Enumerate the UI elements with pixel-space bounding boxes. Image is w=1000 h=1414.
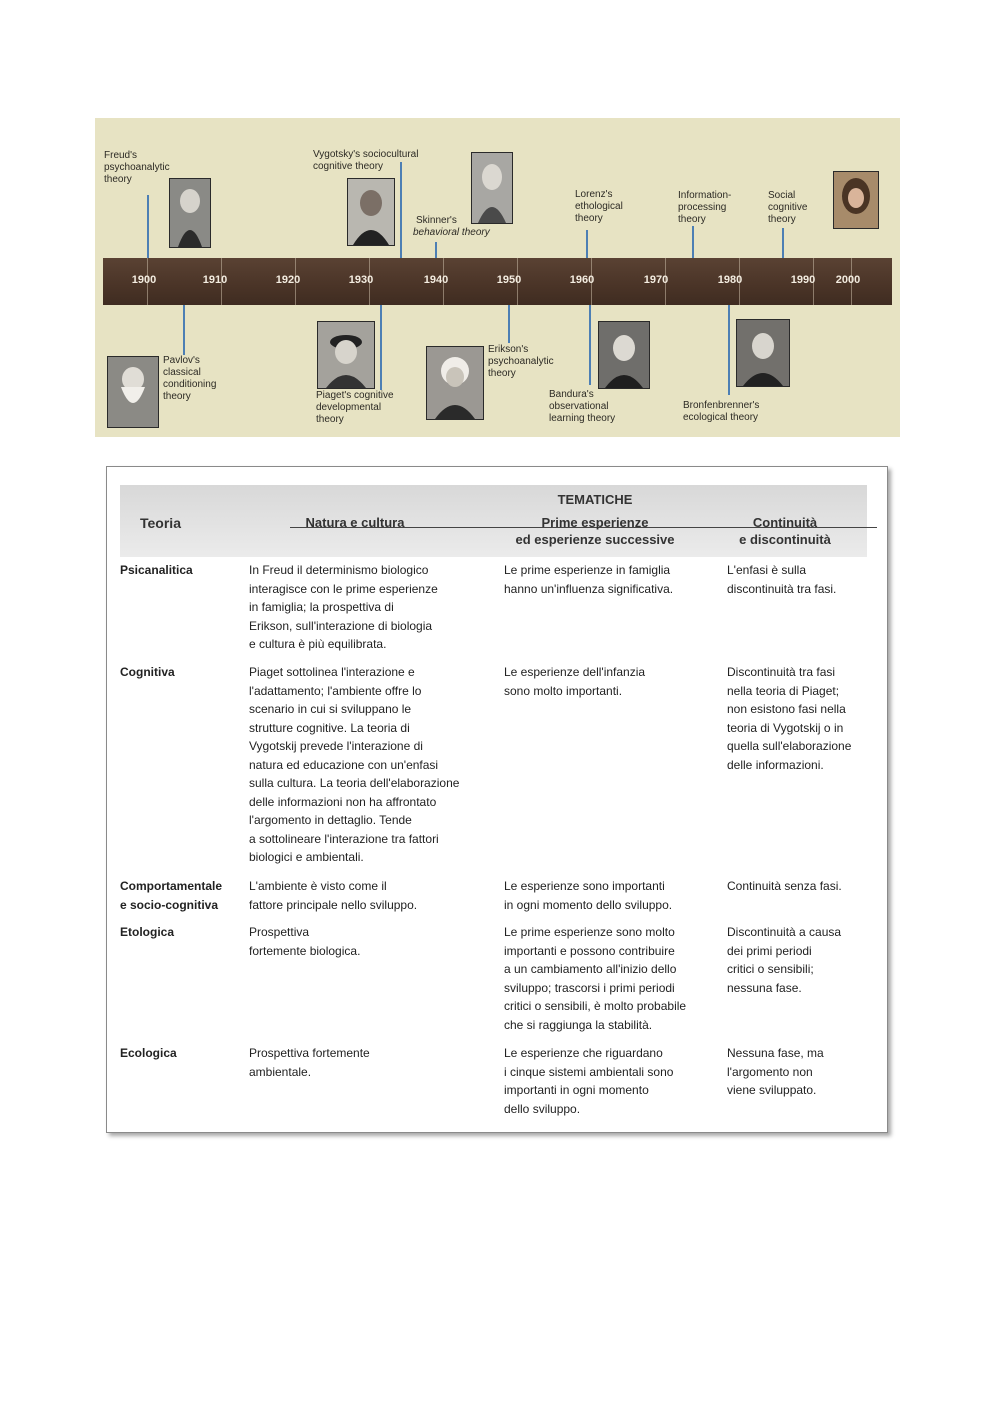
header-continuita: Continuità e discontinuità xyxy=(739,515,831,547)
row-label-cognitiva: Cognitiva xyxy=(120,665,175,679)
cell-natura: Piaget sottolinea l'interazione e l'adattamento; l'ambiente offre lo scenario in cui si sviluppano le strutture cognitive. La teoria di Vygotskij prevede l'interazione di natura ed educazione con un'enfasi sulla cultura. La teoria dell'elaborazione delle informazioni non ha affrontato l'argomento in dettaglio. Tende a sottolineare l'interazione tra fattori biologici e ambientali. xyxy=(249,665,460,864)
year-label: 1990 xyxy=(790,274,816,286)
row-label-comportamentale: Comportamentale e socio-cognitiva xyxy=(120,879,223,912)
pavlov-label: Pavlov's classical conditioning theory xyxy=(163,355,217,402)
vygotsky-portrait xyxy=(347,178,395,246)
year-label: 2000 xyxy=(835,274,861,286)
skinner-connector xyxy=(435,242,437,259)
year-label: 1960 xyxy=(569,274,595,286)
header-natura: Natura e cultura xyxy=(305,515,405,530)
skinner-portrait xyxy=(471,152,513,224)
pavlov-connector xyxy=(183,305,185,355)
social-label: Social cognitive theory xyxy=(768,190,808,225)
cell-continuita: Nessuna fase, ma l'argomento non viene sviluppato. xyxy=(727,1046,824,1097)
year-label: 1970 xyxy=(643,274,669,286)
year-label: 1900 xyxy=(131,274,157,286)
piaget-portrait xyxy=(317,321,375,389)
cell-prime: Le esperienze che riguardano i cinque sistemi ambientali sono importanti in ogni momento dello sviluppo. xyxy=(504,1046,674,1116)
cell-prime: Le esperienze sono importanti in ogni momento dello sviluppo. xyxy=(504,879,673,912)
timeline-bar xyxy=(103,258,892,305)
social-connector xyxy=(782,228,784,259)
pavlov-portrait xyxy=(107,356,159,428)
theories-timeline-figure xyxy=(95,118,900,437)
cell-continuita: Discontinuità tra fasi nella teoria di Piaget; non esistono fasi nella teoria di Vygotskij o in quella sull'elaborazione delle informazioni. xyxy=(727,665,852,772)
lorenz-connector xyxy=(586,230,588,259)
freud-label: Freud's psychoanalytic theory xyxy=(104,150,170,185)
bronfen-label: Bronfenbrenner's ecological theory xyxy=(683,400,760,423)
piaget-connector xyxy=(380,305,382,390)
piaget-label: Piaget's cognitive developmental theory xyxy=(316,390,394,425)
info-label: Information- processing theory xyxy=(678,190,732,225)
cell-natura: Prospettiva fortemente biologica. xyxy=(249,925,361,958)
bandura-portrait xyxy=(598,321,650,389)
cell-prime: Le esperienze dell'infanzia sono molto importanti. xyxy=(504,665,646,698)
table-header xyxy=(120,485,867,557)
bandura-connector xyxy=(589,305,591,385)
erikson-label: Erikson's psychoanalytic theory xyxy=(488,344,554,379)
cell-natura: L'ambiente è visto come il fattore principale nello sviluppo. xyxy=(249,879,418,912)
header-teoria: Teoria xyxy=(140,515,181,531)
lorenz-label: Lorenz's ethological theory xyxy=(575,189,623,224)
erikson-portrait xyxy=(426,346,484,420)
vygotsky-connector xyxy=(400,162,402,259)
cell-prime: Le prime esperienze sono molto importanti e possono contribuire a un cambiamento all'inizio dello sviluppo; trascorsi i primi periodi critici o sensibili, è molto probabile che si raggiunga la stabilità. xyxy=(504,925,687,1032)
header-prime: Prime esperienze ed esperienze successive xyxy=(515,515,675,547)
year-label: 1950 xyxy=(496,274,522,286)
bronfen-connector xyxy=(728,305,730,395)
freud-connector xyxy=(147,195,149,259)
cell-natura: In Freud il determinismo biologico interagisce con le prime esperienze in famiglia; la prospettiva di Erikson, sull'interazione di biologia e cultura è più equilibrata. xyxy=(249,563,438,651)
skinner-label-line1: Skinner's xyxy=(416,215,457,226)
cell-continuita: L'enfasi è sulla discontinuità tra fasi. xyxy=(727,563,837,596)
bandura-label: Bandura's observational learning theory xyxy=(549,389,616,424)
bronfenbrenner-portrait xyxy=(736,319,790,387)
year-label: 1910 xyxy=(202,274,228,286)
erikson-connector xyxy=(508,305,510,343)
info-connector xyxy=(692,226,694,259)
vygotsky-label: Vygotsky's sociocultural cognitive theory xyxy=(313,149,419,172)
skinner-label-line2: behavioral theory xyxy=(413,227,490,238)
cell-continuita: Discontinuità a causa dei primi periodi critici o sensibili; nessuna fase. xyxy=(727,925,842,995)
row-label-ecologica: Ecologica xyxy=(120,1046,177,1060)
row-label-psicanalitica: Psicanalitica xyxy=(120,563,193,577)
freud-portrait xyxy=(169,178,211,248)
year-label: 1920 xyxy=(275,274,301,286)
cell-continuita: Continuità senza fasi. xyxy=(727,879,842,893)
theories-comparison-table xyxy=(106,466,888,1133)
cell-natura: Prospettiva fortemente ambientale. xyxy=(249,1046,370,1079)
year-label: 1940 xyxy=(423,274,449,286)
cell-prime: Le prime esperienze in famiglia hanno un'influenza significativa. xyxy=(504,563,674,596)
social-theorist-portrait xyxy=(833,171,879,229)
header-tematiche: TEMATICHE xyxy=(557,492,633,507)
year-label: 1980 xyxy=(717,274,743,286)
row-label-etologica: Etologica xyxy=(120,925,175,939)
year-label: 1930 xyxy=(348,274,374,286)
